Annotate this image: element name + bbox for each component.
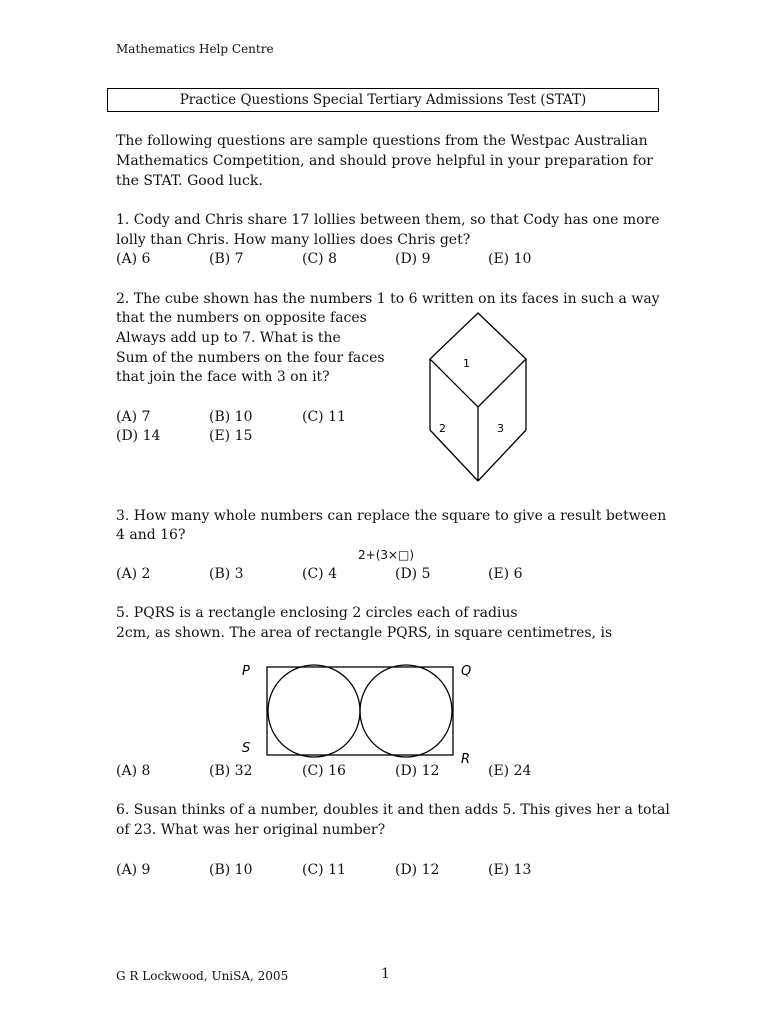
header-centre: Mathematics Help Centre	[116, 42, 274, 56]
q2-line-3: Always add up to 7. What is the	[116, 330, 341, 346]
q2-option-d: (D) 14	[116, 428, 161, 444]
q6-line-1: 6. Susan thinks of a number, doubles it and then adds 5. This gives her a total	[116, 802, 670, 818]
intro-line-2: Mathematics Competition, and should prove helpful in your preparation for	[116, 153, 653, 169]
q2-line-2: that the numbers on opposite faces	[116, 310, 367, 326]
q1-line-2: lolly than Chris. How many lollies does Chris get?	[116, 232, 471, 248]
q1-option-a: (A) 6	[116, 251, 151, 267]
q3-expression: 2+(3×□)	[358, 548, 415, 562]
q3-option-e: (E) 6	[488, 566, 523, 582]
q2-line-1: 2. The cube shown has the numbers 1 to 6 written on its faces in such a way	[116, 291, 660, 307]
q6-option-a: (A) 9	[116, 862, 151, 878]
q5-option-e: (E) 24	[488, 763, 532, 779]
q3-line-1: 3. How many whole numbers can replace the square to give a result between	[116, 508, 667, 524]
q6-option-b: (B) 10	[209, 862, 253, 878]
q5-line-2: 2cm, as shown. The area of rectangle PQRS, in square centimetres, is	[116, 625, 613, 641]
q1-option-e: (E) 10	[488, 251, 532, 267]
q3-option-b: (B) 3	[209, 566, 244, 582]
q5-option-c: (C) 16	[302, 763, 346, 779]
q2-line-5: that join the face with 3 on it?	[116, 369, 330, 385]
q1-line-1: 1. Cody and Chris share 17 lollies between them, so that Cody has one more	[116, 212, 660, 228]
q2-option-b: (B) 10	[209, 409, 253, 425]
q2-option-c: (C) 11	[302, 409, 346, 425]
q6-option-e: (E) 13	[488, 862, 532, 878]
cube-bottom-left-edge	[430, 430, 478, 481]
cube-top-face	[430, 313, 526, 407]
page-title	[107, 88, 659, 112]
q2-line-4: Sum of the numbers on the four faces	[116, 350, 385, 366]
cube-label-top: 1	[463, 357, 470, 370]
cube-label-left: 2	[439, 422, 446, 435]
q6-line-2: of 23. What was her original number?	[116, 822, 386, 838]
cube-bottom-right-edge	[478, 430, 526, 481]
q3-line-2: 4 and 16?	[116, 527, 186, 543]
q5-line-1: 5. PQRS is a rectangle enclosing 2 circles each of radius	[116, 605, 518, 621]
q1-option-d: (D) 9	[395, 251, 431, 267]
q2-option-e: (E) 15	[209, 428, 253, 444]
footer-author: G R Lockwood, UniSA, 2005	[116, 969, 289, 983]
q3-option-c: (C) 4	[302, 566, 337, 582]
corner-label-s: S	[242, 741, 251, 756]
q5-option-b: (B) 32	[209, 763, 253, 779]
q3-option-d: (D) 5	[395, 566, 431, 582]
left-circle	[268, 665, 360, 757]
page-title-text: Practice Questions Special Tertiary Admissions Test (STAT)	[179, 92, 587, 108]
intro-line-3: the STAT. Good luck.	[116, 173, 263, 189]
cube-label-right: 3	[497, 422, 504, 435]
cube-diagram	[420, 305, 540, 490]
q2-option-a: (A) 7	[116, 409, 151, 425]
q6-option-d: (D) 12	[395, 862, 440, 878]
q1-option-b: (B) 7	[209, 251, 244, 267]
page-number: 1	[381, 966, 390, 982]
rectangle-circles-diagram	[230, 655, 490, 770]
intro-line-1: The following questions are sample questions from the Westpac Australian	[116, 133, 648, 149]
q3-option-a: (A) 2	[116, 566, 151, 582]
corner-label-p: P	[242, 664, 250, 679]
corner-label-r: R	[461, 752, 471, 767]
right-circle	[360, 665, 452, 757]
q5-option-d: (D) 12	[395, 763, 440, 779]
q1-option-c: (C) 8	[302, 251, 337, 267]
q6-option-c: (C) 11	[302, 862, 346, 878]
q5-option-a: (A) 8	[116, 763, 151, 779]
corner-label-q: Q	[461, 664, 472, 679]
